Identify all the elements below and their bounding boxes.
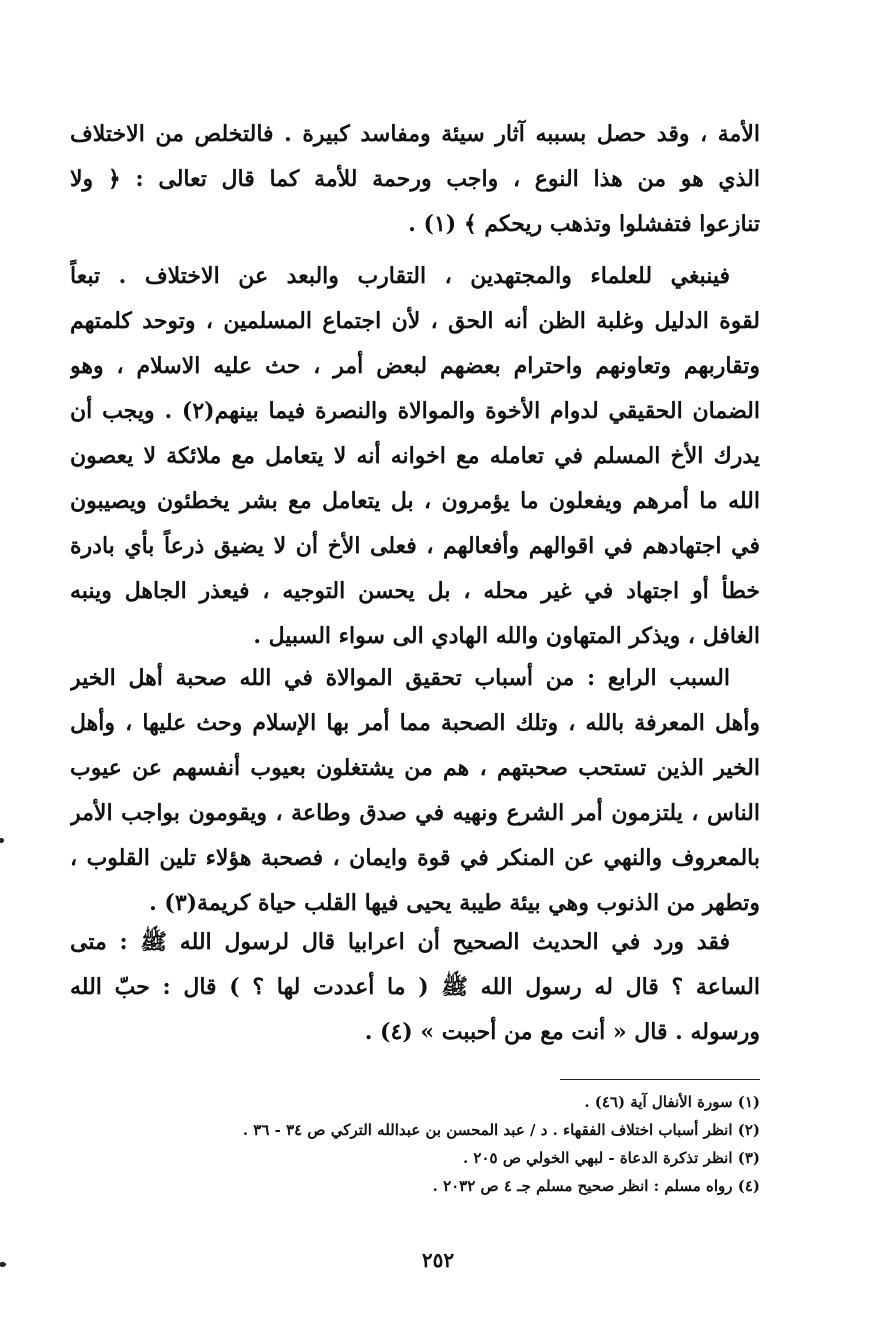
scan-mark xyxy=(0,838,4,843)
text-line: خطأ أو اجتهاد في غير محله ، بل يحسن التوجيه ، فيعذر الجاهل وينبه xyxy=(70,578,760,604)
section-heading: السبب الرابع : xyxy=(586,665,730,691)
text-line: وأهل المعرفة بالله ، وتلك الصحبة مما أمر بها الإسلام وحث عليها ، وأهل xyxy=(70,710,760,736)
text-line: الناس ، يلتزمون أمر الشرع ونهيه في صدق وطاعة ، ويقومون بواجب الأمر xyxy=(70,800,760,826)
page-number: ٢٥٢ xyxy=(421,1248,455,1272)
text-line xyxy=(70,656,760,701)
text-line: الأمة ، وقد حصل بسببه آثار سيئة ومفاسد كبيرة . فالتخلص من الاختلاف xyxy=(70,121,760,147)
footnotes xyxy=(70,1088,760,1200)
text-line: ورسوله . قال « أنت مع من أحببت » (٤) . xyxy=(364,1019,760,1045)
text-line: الضمان الحقيقي لدوام الأخوة والموالاة والنصرة فيما بينهم(٢) . ويجب أن xyxy=(70,398,760,424)
text-line: فقد ورد في الحديث الصحيح أن اعرابيا قال لرسول الله ﷺ : متى xyxy=(70,929,730,955)
text-span: من أسباب تحقيق الموالاة في الله صحبة أهل الخير xyxy=(70,665,575,691)
text-line: الله ما أمرهم ويفعلون ما يؤمرون ، بل يتعامل مع بشر يخطئون ويصيبون xyxy=(70,488,760,514)
text-line: فينبغي للعلماء والمجتهدين ، التقارب والبعد عن الاختلاف . تبعاً xyxy=(70,263,730,289)
paragraph-3 xyxy=(70,656,760,926)
text-line: الخير الذين تستحب صحبتهم ، هم من يشتغلون بعيوب أنفسهم عن عيوب xyxy=(70,755,760,781)
paragraph-2 xyxy=(70,254,760,659)
footnote-4: (٤) رواه مسلم : انظر صحيح مسلم جـ ٤ ص ٢٠٣٢ . xyxy=(432,1177,760,1195)
text-line: تنازعوا فتفشلوا وتذهب ريحكم ﴾ (١) . xyxy=(408,211,760,237)
footnote-3: (٣) انظر تذكرة الدعاة - لبهي الخولي ص ٢٠٥ . xyxy=(462,1149,760,1167)
footnote-separator xyxy=(560,1079,760,1080)
text-line: وتطهر من الذنوب وهي بيئة طيبة يحيى فيها القلب حياة كريمة(٣) . xyxy=(149,890,760,916)
text-line: لقوة الدليل وغلبة الظن أنه الحق ، لأن اجتماع المسلمين ، وتوحد كلمتهم xyxy=(70,308,760,334)
text-line: في اجتهادهم في اقوالهم وأفعالهم ، فعلى الأخ أن لا يضيق ذرعاً بأي بادرة xyxy=(70,533,760,559)
text-line: الذي هو من هذا النوع ، واجب ورحمة للأمة كما قال تعالى : ﴿ ولا xyxy=(70,166,760,192)
text-line: وتقاربهم وتعاونهم واحترام بعضهم لبعض أمر ، حث عليه الاسلام ، وهو xyxy=(70,353,760,379)
text-line: الغافل ، ويذكر المتهاون والله الهادي الى سواء السبيل . xyxy=(253,623,760,649)
paragraph-1 xyxy=(70,112,760,247)
paragraph-4 xyxy=(70,920,760,1055)
text-line: الساعة ؟ قال له رسول الله ﷺ ( ما أعددت لها ؟ ) قال : حبّ الله xyxy=(70,974,760,1000)
text-line: يدرك الأخ المسلم في تعامله مع اخوانه أنه لا يتعامل مع ملائكة لا يعصون xyxy=(70,443,760,469)
footnote-2: (٢) انظر أسباب اختلاف الفقهاء . د / عبد المحسن بن عبدالله التركي ص ٣٤ - ٣٦ . xyxy=(242,1121,760,1139)
footnote-1: (١) سورة الأنفال آية (٤٦) . xyxy=(584,1093,760,1111)
text-line: بالمعروف والنهي عن المنكر في قوة وايمان ، فصحبة هؤلاء تلين القلوب ، xyxy=(70,845,760,871)
